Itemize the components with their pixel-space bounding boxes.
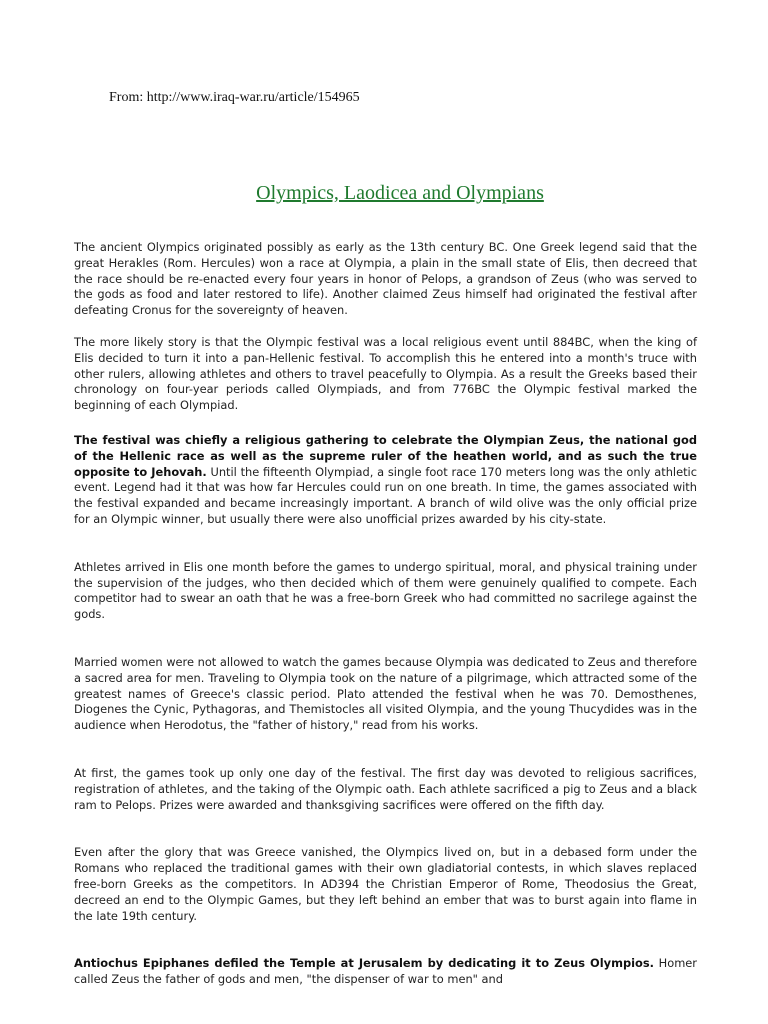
paragraph-8 — [74, 956, 697, 988]
source-line: From: http://www.iraq-war.ru/article/154965 — [109, 90, 360, 105]
paragraph-8-bold: Antiochus Epiphanes defiled the Temple at Jerusalem by dedicating it to Zeus Olympios. — [74, 956, 654, 971]
paragraph-3-bold: The festival was chiefly a religious gathering to celebrate the Olympian Zeus, the national god of the Hellenic race as well as the supreme ruler of the heathen world, and as such the true opposite to Jehovah. — [74, 432, 697, 479]
article-body — [74, 240, 697, 988]
paragraph-2: The more likely story is that the Olympic festival was a local religious event until 884BC, when the king of Elis decided to turn it into a pan-Hellenic festival. To accomplish this he entered into a month's truce with other rulers, allowing athletes and others to travel peacefully to Olympia. As a result the Greeks based their chronology on four-year periods called Olympiads, and from 776BC the Olympic festival marked the beginning of each Olympiad. — [74, 334, 697, 413]
paragraph-4: Athletes arrived in Elis one month before the games to undergo spiritual, moral, and physical training under the supervision of the judges, who then decided which of them were genuinely qualified to compete. Each competitor had to swear an oath that he was a free-born Greek who had committed no sacrilege against the gods. — [74, 559, 697, 622]
paragraph-8-text: Homer called Zeus the father of gods and men, "the dispenser of war to men" and — [74, 956, 697, 987]
paragraph-6: At first, the games took up only one day of the festival. The first day was devoted to religious sacrifices, registration of athletes, and the taking of the Olympic oath. Each athlete sacrificed a pig to Zeus and a black ram to Pelops. Prizes were awarded and thanksgiving sacrifices were offered on the fifth day. — [74, 765, 697, 812]
paragraph-7: Even after the glory that was Greece vanished, the Olympics lived on, but in a debased form under the Romans who replaced the traditional games with their own gladiatorial contests, in which slaves replaced free-born Greeks as the competitors. In AD394 the Christian Emperor of Rome, Theodosius the Great, decreed an end to the Olympic Games, but they left behind an ember that was to burst again into flame in the late 19th century. — [74, 845, 697, 923]
paragraph-5: Married women were not allowed to watch the games because Olympia was dedicated to Zeus and therefore a sacred area for men. Traveling to Olympia took on the nature of a pilgrimage, which attracted some of the greatest names of Greece's classic period. Plato attended the festival when he was 70. Demosthenes, Diogenes the Cynic, Pythagoras, and Themistocles all visited Olympia, and the young Thucydides was in the audience when Herodotus, the "father of history," read from his works. — [74, 654, 697, 733]
article-title: Olympics, Laodicea and Olympians — [256, 182, 544, 204]
paragraph-3-text: Until the fifteenth Olympiad, a single foot race 170 meters long was the only athletic event. Legend had it that was how far Hercules could run on one breath. In time, the games associated with the festival expanded and became increasingly important. A branch of wild olive was the only official prize for an Olympic winner, but usually there were also unofficial prizes awarded by his city-state. — [74, 464, 697, 526]
paragraph-3 — [74, 433, 697, 528]
paragraph-1: The ancient Olympics originated possibly as early as the 13th century BC. One Greek legend said that the great Herakles (Rom. Hercules) won a race at Olympia, a plain in the small state of Elis, then decreed that the race should be re-enacted every four years in honor of Pelops, a grandson of Zeus (who was served to the gods as food and later restored to life). Another claimed Zeus himself had originated the festival after defeating Cronus for the sovereignty of heaven. — [74, 240, 697, 318]
